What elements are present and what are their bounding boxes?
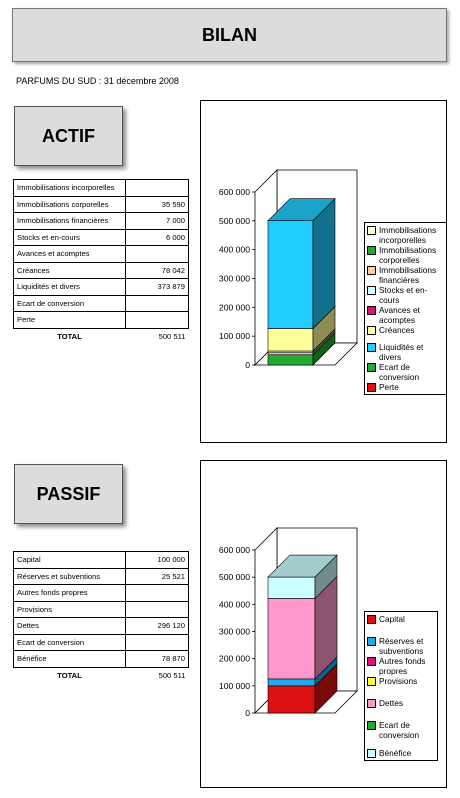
legend-label: Provisions <box>379 676 418 686</box>
actif-row <box>14 196 189 213</box>
legend-item <box>367 265 444 285</box>
actif-row-value: 35 590 <box>126 196 189 213</box>
actif-row-value: 6 000 <box>126 229 189 246</box>
y-tick-label: 300 000 <box>218 273 250 284</box>
actif-row-label: Stocks et en-cours <box>14 229 126 246</box>
legend-swatch <box>367 286 376 295</box>
y-tick-label: 300 000 <box>218 626 250 637</box>
actif-row-value <box>126 295 189 312</box>
legend-swatch <box>367 343 376 352</box>
legend-label: Immobilisations incorporelles <box>379 225 437 245</box>
actif-row <box>14 279 189 296</box>
legend-item <box>367 225 444 245</box>
passif-legend <box>364 611 438 761</box>
passif-heading: PASSIF <box>36 483 101 504</box>
legend-item <box>367 614 435 624</box>
legend-swatch <box>367 326 376 335</box>
legend-swatch <box>367 749 376 758</box>
y-tick-label: 0 <box>245 708 250 718</box>
actif-row <box>14 213 189 230</box>
actif-table <box>13 179 189 344</box>
legend-swatch <box>367 306 376 315</box>
y-tick-label: 0 <box>245 360 250 370</box>
passif-row <box>14 651 189 668</box>
actif-row <box>14 312 189 329</box>
legend-label: Liquidités et divers <box>379 342 424 362</box>
passif-row-value <box>126 601 189 618</box>
passif-row-value: 296 120 <box>126 618 189 635</box>
y-tick-label: 200 000 <box>218 653 250 664</box>
legend-item <box>367 676 435 686</box>
passif-row-value: 100 000 <box>126 552 189 569</box>
page-title: BILAN <box>202 24 257 45</box>
passif-row <box>14 568 189 585</box>
actif-row-label: Immobilisations incorporelles <box>14 180 126 197</box>
legend-swatch <box>367 699 376 708</box>
legend-item <box>367 325 444 335</box>
legend-item <box>367 285 444 305</box>
actif-heading-box <box>14 106 123 166</box>
actif-row <box>14 295 189 312</box>
passif-row-value <box>126 585 189 602</box>
passif-table <box>13 551 189 683</box>
actif-row-label: Ecart de conversion <box>14 295 126 312</box>
passif-chart-frame <box>200 460 447 788</box>
passif-row-label: Ecart de conversion <box>14 634 126 651</box>
actif-row-label: Avances et acomptes <box>14 246 126 263</box>
y-tick-label: 500 000 <box>218 572 250 583</box>
legend-label: Capital <box>379 614 405 624</box>
legend-label: Réserves et subventions <box>379 636 424 656</box>
actif-row-value <box>126 312 189 329</box>
legend-item <box>367 636 435 656</box>
y-tick-label: 500 000 <box>218 215 250 226</box>
y-tick-label: 100 000 <box>218 331 250 342</box>
passif-row <box>14 634 189 651</box>
actif-row-value <box>126 180 189 197</box>
passif-row <box>14 585 189 602</box>
passif-total-label: TOTAL <box>57 670 82 680</box>
legend-swatch <box>367 363 376 372</box>
passif-total-row <box>14 667 189 683</box>
legend-label: Avances et acomptes <box>379 305 420 325</box>
passif-row <box>14 618 189 635</box>
y-tick-label: 600 000 <box>218 545 250 555</box>
legend-item <box>367 362 444 382</box>
actif-chart-frame <box>200 100 447 443</box>
legend-label: Créances <box>379 325 415 335</box>
legend-label: Immobilisations corporelles <box>379 245 437 265</box>
actif-total-row <box>14 328 189 344</box>
y-tick-label: 400 000 <box>218 599 250 610</box>
bar-segment-6 <box>268 199 335 329</box>
passif-row-label: Dettes <box>14 618 126 635</box>
passif-row-label: Provisions <box>14 601 126 618</box>
actif-row-label: Liquidités et divers <box>14 279 126 296</box>
actif-row-label: Immobilisations corporelles <box>14 196 126 213</box>
actif-row <box>14 262 189 279</box>
legend-item <box>367 245 444 265</box>
passif-total-value: 500 511 <box>158 670 186 680</box>
passif-row-label: Bénéfice <box>14 651 126 668</box>
actif-row-label: Perte <box>14 312 126 329</box>
actif-row-value <box>126 246 189 263</box>
passif-row <box>14 601 189 618</box>
legend-item <box>367 342 444 362</box>
y-tick-label: 600 000 <box>218 187 250 197</box>
y-tick-label: 100 000 <box>218 680 250 691</box>
passif-row-label: Autres fonds propres <box>14 585 126 602</box>
legend-label: Ecart de conversion <box>379 720 420 740</box>
actif-legend <box>364 222 447 395</box>
page-title-box <box>12 8 447 62</box>
legend-item <box>367 698 435 708</box>
legend-label: Dettes <box>379 698 403 708</box>
passif-row-label: Capital <box>14 552 126 569</box>
legend-label: Stocks et en-cours <box>379 285 428 305</box>
legend-label: Ecart de conversion <box>379 362 420 382</box>
y-tick-label: 400 000 <box>218 244 250 255</box>
passif-row-value: 78 870 <box>126 651 189 668</box>
actif-total-value: 500 511 <box>158 331 186 341</box>
passif-row-label: Réserves et subventions <box>14 568 126 585</box>
legend-item <box>367 382 444 392</box>
actif-row-value: 373 879 <box>126 279 189 296</box>
actif-row-value: 78 042 <box>126 262 189 279</box>
actif-row <box>14 180 189 197</box>
actif-row-label: Créances <box>14 262 126 279</box>
legend-label: Autres fonds propres <box>379 656 426 676</box>
passif-heading-box <box>14 464 123 524</box>
legend-label: Immobilisations financières <box>379 265 437 285</box>
legend-swatch <box>367 266 376 275</box>
legend-swatch <box>367 226 376 235</box>
legend-swatch <box>367 383 376 392</box>
legend-swatch <box>367 637 376 646</box>
passif-row-value <box>126 634 189 651</box>
y-tick-label: 200 000 <box>218 302 250 313</box>
passif-row <box>14 552 189 569</box>
legend-label: Perte <box>379 382 399 392</box>
actif-total-label: TOTAL <box>57 331 82 341</box>
actif-heading: ACTIF <box>42 125 95 146</box>
legend-item <box>367 305 444 325</box>
legend-item <box>367 656 435 676</box>
legend-swatch <box>367 246 376 255</box>
actif-row <box>14 246 189 263</box>
actif-row-value: 7 000 <box>126 213 189 230</box>
actif-row <box>14 229 189 246</box>
legend-item <box>367 748 435 758</box>
actif-row-label: Immobilisations financières <box>14 213 126 230</box>
legend-label: Bénéfice <box>379 748 412 758</box>
legend-item <box>367 720 435 740</box>
legend-swatch <box>367 677 376 686</box>
legend-swatch <box>367 657 376 666</box>
legend-swatch <box>367 721 376 730</box>
company-date: PARFUMS DU SUD : 31 décembre 2008 <box>16 76 179 86</box>
passif-row-value: 25 521 <box>126 568 189 585</box>
legend-swatch <box>367 615 376 624</box>
